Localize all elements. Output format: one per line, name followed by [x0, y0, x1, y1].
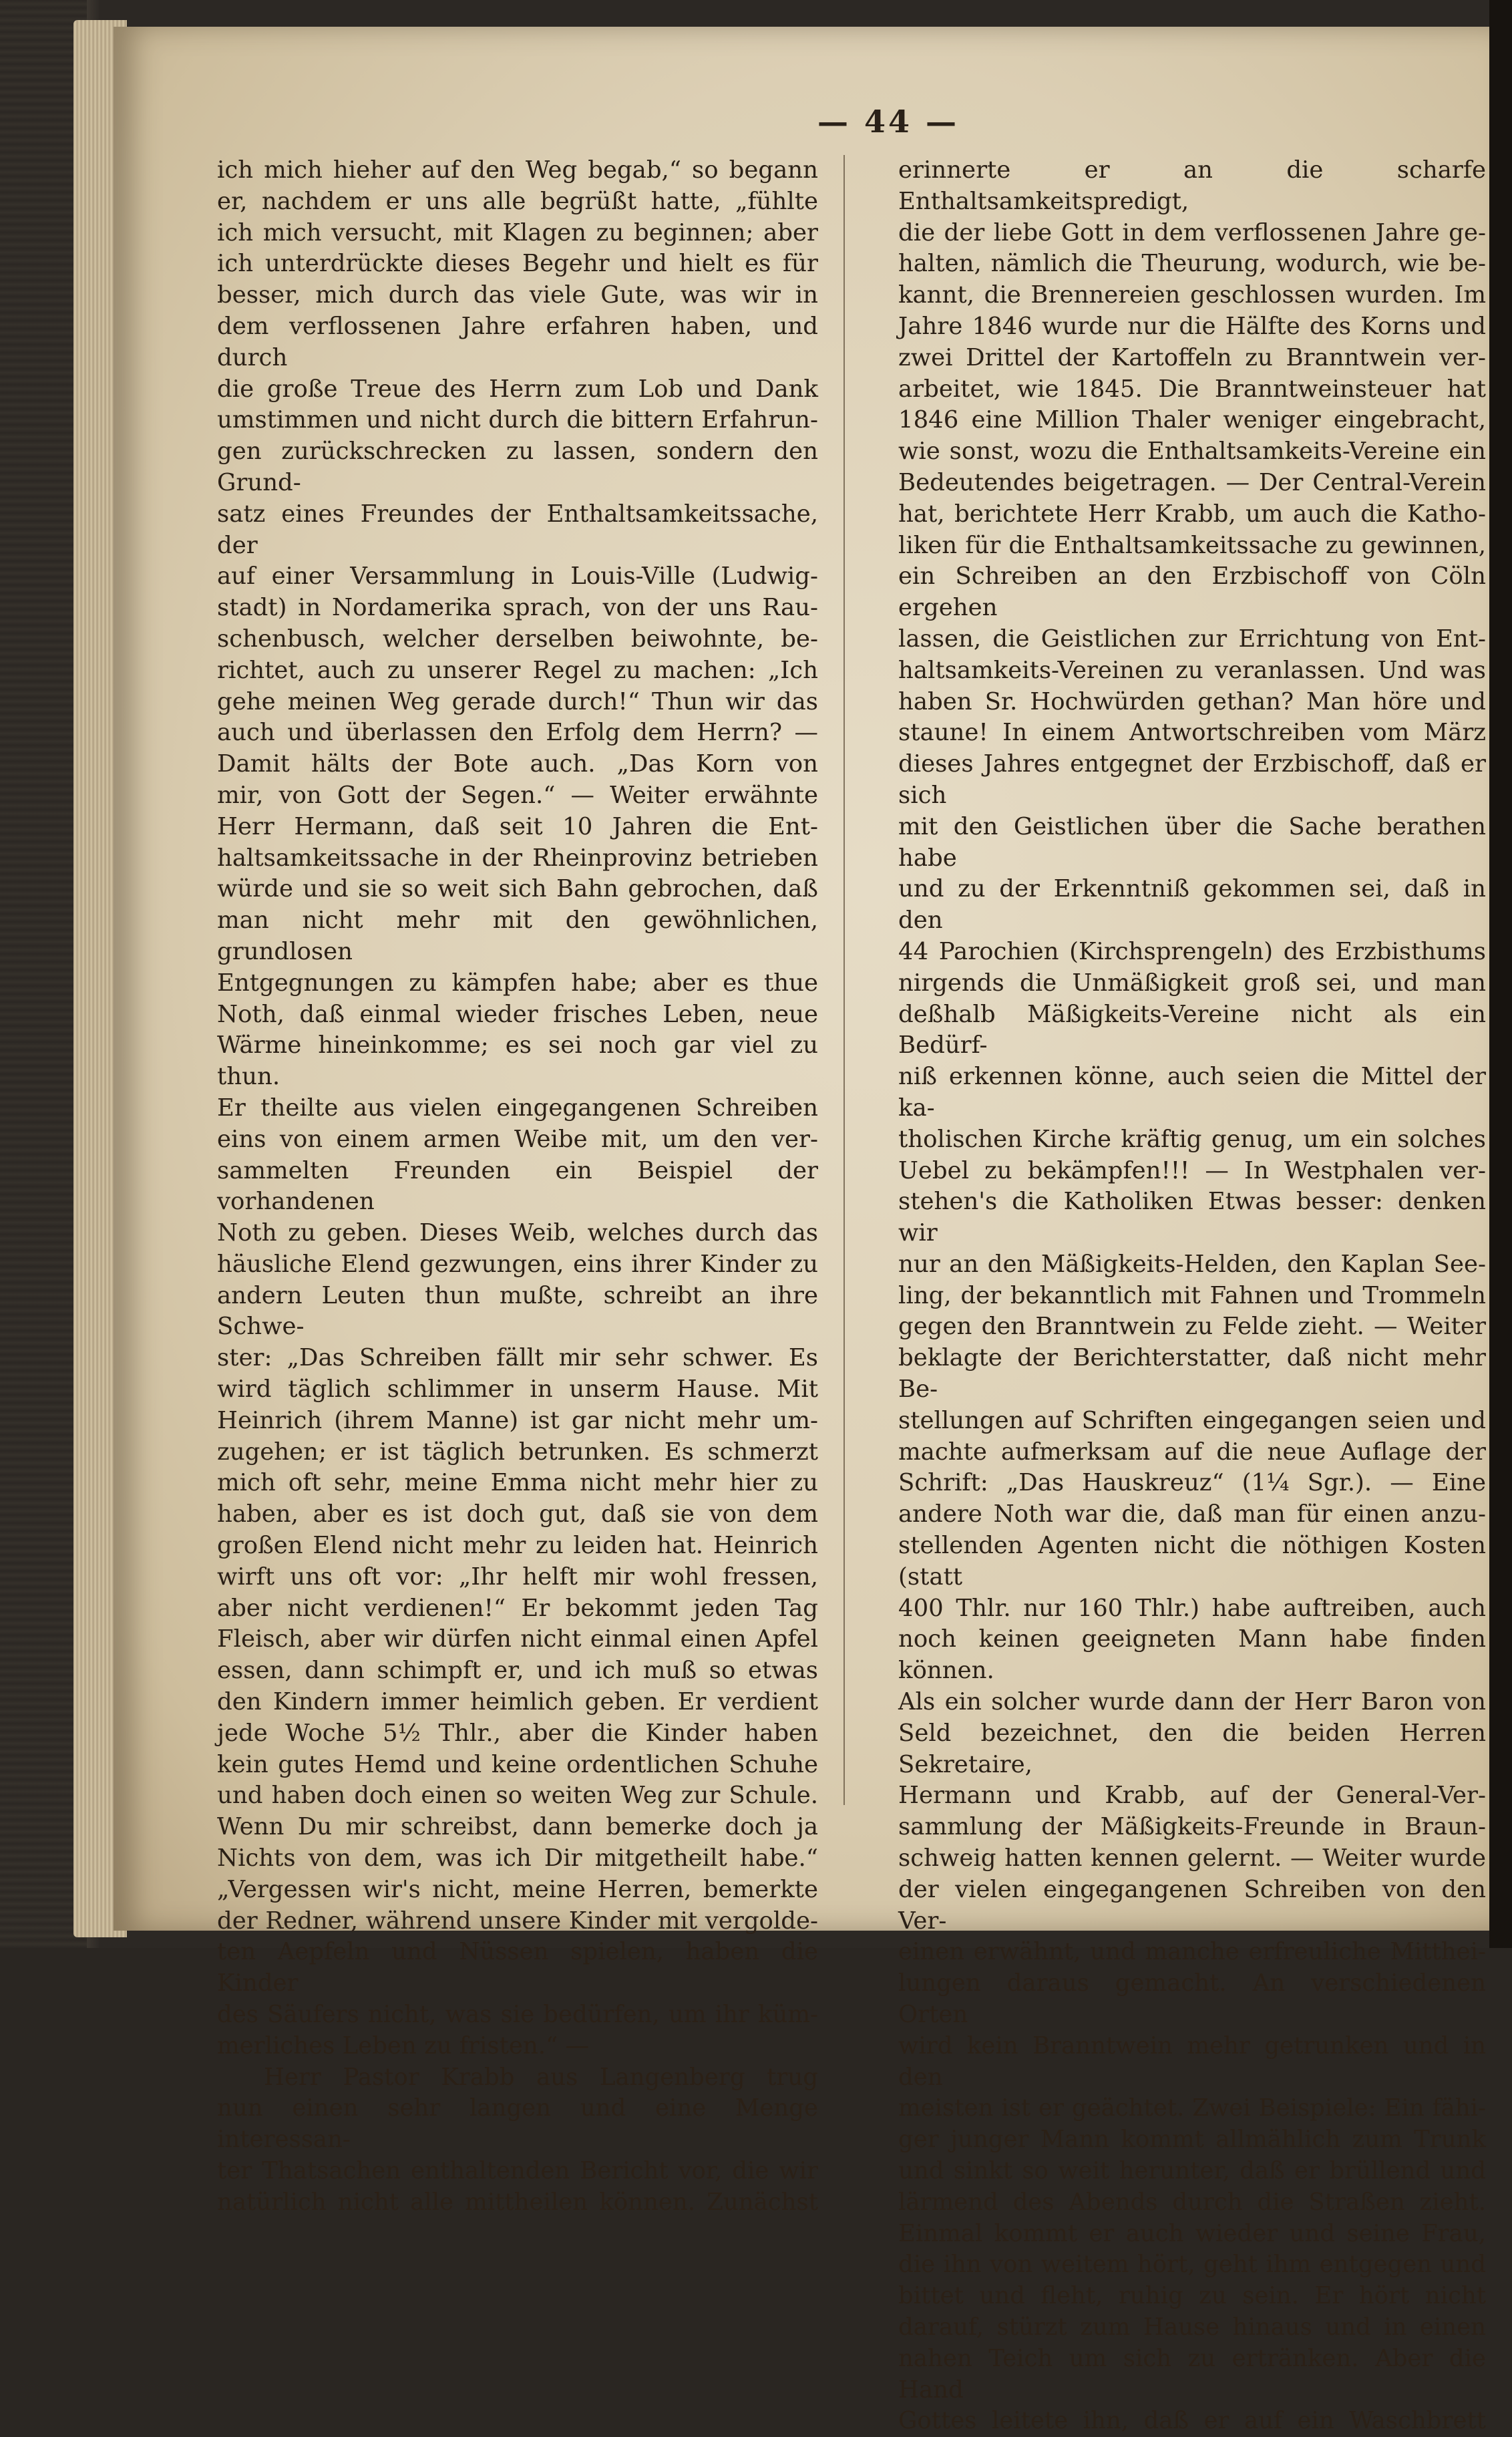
text-line: noch keinen geeigneten Mann habe finden können.: [898, 1625, 1486, 1685]
text-line: Herr Hermann, daß seit 10 Jahren die Ent-: [217, 812, 818, 840]
text-line: würde und sie so weit sich Bahn gebrochen, daß: [217, 875, 818, 903]
text-line: liken für die Enthaltsamkeitssache zu gewinnen,: [898, 531, 1486, 559]
text-line: essen, dann schimpft er, und ich muß so etwas: [217, 1657, 818, 1685]
text-line: stellungen auf Schriften eingegangen seien und: [898, 1406, 1486, 1434]
text-line: zwei Drittel der Kartoffeln zu Branntwein ver-: [898, 343, 1486, 371]
text-line: natürlich nicht alle mittheilen können. Zunächst: [217, 2188, 818, 2216]
text-line: mich oft sehr, meine Emma nicht mehr hier zu: [217, 1469, 818, 1497]
text-line: Noth, daß einmal wieder frisches Leben, neue: [217, 1000, 818, 1028]
left-text-column: [217, 155, 818, 2219]
text-line: lärmend des Abends durch die Straßen zieht.: [898, 2188, 1486, 2216]
text-line: er, nachdem er uns alle begrüßt hatte, „fühlte: [217, 187, 818, 215]
text-line: und sinkt so weit herunter, daß er brüllend und: [898, 2157, 1486, 2184]
text-line: kein gutes Hemd und keine ordentlichen Schuhe: [217, 1750, 818, 1778]
text-line: zugehen; er ist täglich betrunken. Es schmerzt: [217, 1438, 818, 1466]
text-line: beklagte der Berichterstatter, daß nicht mehr Be-: [898, 1344, 1486, 1404]
text-line: Damit hälts der Bote auch. „Das Korn von: [217, 750, 818, 778]
text-line: Bedeutendes beigetragen. — Der Central-Verein: [898, 468, 1486, 496]
text-line: auf einer Versammlung in Louis-Ville (Ludwig-: [217, 562, 818, 591]
text-line: stehen's die Katholiken Etwas besser: denken wir: [898, 1188, 1486, 1247]
text-line: 400 Thlr. nur 160 Thlr.) habe auftreiben, auch: [898, 1594, 1486, 1622]
text-line: ich mich hieher auf den Weg begab,“ so begann: [217, 156, 818, 184]
text-line: die große Treue des Herrn zum Lob und Dank: [217, 375, 818, 403]
column-divider: [843, 155, 845, 1805]
text-line: schweig hatten kennen gelernt. — Weiter wurde: [898, 1844, 1486, 1873]
text-line: Uebel zu bekämpfen!!! — In Westphalen ver-: [898, 1156, 1486, 1184]
text-line: dem verflossenen Jahre erfahren haben, und durch: [217, 312, 818, 371]
text-line: schenbusch, welcher derselben beiwohnte, be-: [217, 625, 818, 653]
text-line: haltsamkeitssache in der Rheinprovinz betrieben: [217, 844, 818, 872]
text-line: gegen den Branntwein zu Felde zieht. — Weiter: [898, 1313, 1486, 1341]
text-line: einen erwähnt, und manche erfreuliche Mitthei-: [898, 1938, 1486, 1966]
text-line: ger junger Mann kommt allmählich zum Trunk: [898, 2126, 1486, 2154]
text-line: des Säufers nicht, was sie bedürfen, um ihr küm-: [217, 2001, 818, 2029]
text-line: eins von einem armen Weibe mit, um den ver-: [217, 1125, 818, 1153]
text-line: häusliche Elend gezwungen, eins ihrer Kinder zu: [217, 1250, 818, 1278]
text-line: nur an den Mäßigkeits-Helden, den Kaplan See-: [898, 1250, 1486, 1278]
text-line: jede Woche 5½ Thlr., aber die Kinder haben: [217, 1719, 818, 1747]
text-line: wird kein Branntwein mehr getrunken und in den: [898, 2032, 1486, 2091]
text-line: wirft uns oft vor: „Ihr helft mir wohl fressen,: [217, 1563, 818, 1591]
text-line: ster: „Das Schreiben fällt mir sehr schwer. Es: [217, 1344, 818, 1372]
page-number: — 44 —: [817, 104, 960, 140]
text-line: tholischen Kirche kräftig genug, um ein solches: [898, 1125, 1486, 1153]
text-line: Nichts von dem, was ich Dir mitgetheilt habe.“: [217, 1844, 818, 1873]
text-line: auch und überlassen den Erfolg dem Herrn? —: [217, 719, 818, 747]
text-line: ling, der bekanntlich mit Fahnen und Trommeln: [898, 1281, 1486, 1309]
text-line: Hermann und Krabb, auf der General-Ver-: [898, 1782, 1486, 1810]
text-line: der Redner, während unsere Kinder mit vergolde-: [217, 1907, 818, 1935]
text-line: sammlung der Mäßigkeits-Freunde in Braun-: [898, 1813, 1486, 1841]
text-line: lassen, die Geistlichen zur Errichtung von Ent-: [898, 625, 1486, 653]
text-line: bittet und fleht, ruhig zu sein. Er hört nicht: [898, 2282, 1486, 2310]
text-line: Einmal kommt er auch wieder und seine Frau,: [898, 2219, 1486, 2247]
text-line: nun einen sehr langen und eine Menge interessan-: [217, 2094, 818, 2154]
text-line: mit den Geistlichen über die Sache berathen habe: [898, 812, 1486, 872]
text-line: Seld bezeichnet, den die beiden Herren Sekretaire,: [898, 1719, 1486, 1778]
text-line: darauf, stürzt zum Hause hinaus und in einen: [898, 2313, 1486, 2341]
text-line: ich mich versucht, mit Klagen zu beginnen; aber: [217, 218, 818, 247]
text-line: ter Thatsachen enthaltenden Bericht vor, die wir: [217, 2157, 818, 2184]
text-line: lungen daraus gemacht. An verschiedenen Orten: [898, 1969, 1486, 2029]
text-line: man nicht mehr mit den gewöhnlichen, grundlosen: [217, 907, 818, 965]
text-line: halten, nämlich die Theurung, wodurch, wie be-: [898, 250, 1486, 278]
text-line: haben, aber es ist doch gut, daß sie von dem: [217, 1500, 818, 1528]
text-line: merliches Leben zu fristen.“ —: [217, 2032, 589, 2060]
text-line: gen zurückschrecken zu lassen, sondern den Grund-: [217, 438, 818, 496]
text-line: Er theilte aus vielen eingegangenen Schreiben: [217, 1094, 818, 1122]
text-line: niß erkennen könne, auch seien die Mittel der ka-: [898, 1063, 1486, 1122]
text-line: Heinrich (ihrem Manne) ist gar nicht mehr um-: [217, 1406, 818, 1434]
text-line: hat, berichtete Herr Krabb, um auch die Katho-: [898, 500, 1486, 528]
text-line: die ihn von weitem hört, geht ihm entgegen und: [898, 2251, 1486, 2279]
text-line: ein Schreiben an den Erzbischoff von Cöln ergehen: [898, 562, 1486, 622]
text-line: der vielen eingegangenen Schreiben von den Ver-: [898, 1875, 1486, 1935]
text-line: haltsamkeits-Vereinen zu veranlassen. Und was: [898, 656, 1486, 684]
text-line: machte aufmerksam auf die neue Auflage der: [898, 1438, 1486, 1466]
text-line: Als ein solcher wurde dann der Herr Baron von: [898, 1688, 1486, 1716]
text-line: Herr Pastor Krabb aus Langenberg trug: [264, 2063, 818, 2091]
facing-page-edge: [1489, 0, 1512, 1948]
text-line: Fleisch, aber wir dürfen nicht einmal einen Apfel: [217, 1625, 818, 1653]
text-line: meisten ist er geächtet. Zwei Beispiele: Ein fähi-: [898, 2094, 1486, 2122]
text-line: großen Elend nicht mehr zu leiden hat. Heinrich: [217, 1532, 818, 1560]
text-line: satz eines Freundes der Enthaltsamkeitssache, der: [217, 500, 818, 559]
text-line: Wärme hineinkomme; es sei noch gar viel zu thun.: [217, 1031, 818, 1091]
text-line: andern Leuten thun mußte, schreibt an ihre Schwe-: [217, 1281, 818, 1341]
text-line: besser, mich durch das viele Gute, was wir in: [217, 281, 818, 309]
text-line: die der liebe Gott in dem verflossenen Jahre ge-: [898, 218, 1486, 247]
text-line: ich unterdrückte dieses Begehr und hielt es für: [217, 250, 818, 278]
text-line: Wenn Du mir schreibst, dann bemerke doch ja: [217, 1813, 818, 1841]
text-line: richtet, auch zu unserer Regel zu machen: „Ich: [217, 656, 818, 684]
text-line: aber nicht verdienen!“ Er bekommt jeden Tag: [217, 1594, 818, 1622]
text-line: Jahre 1846 wurde nur die Hälfte des Korns und: [898, 312, 1486, 340]
text-line: „Vergessen wir's nicht, meine Herren, bemerkte: [217, 1875, 818, 1903]
text-line: und zu der Erkenntniß gekommen sei, daß in den: [898, 875, 1486, 935]
text-line: ten Aepfeln und Nüssen spielen, haben die Kinder: [217, 1938, 818, 1997]
text-line: mir, von Gott der Segen.“ — Weiter erwähnte: [217, 781, 818, 809]
text-line: 44 Parochien (Kirchsprengeln) des Erzbisthums: [898, 937, 1486, 965]
text-line: deßhalb Mäßigkeits-Vereine nicht als ein Bedürf-: [898, 1000, 1486, 1060]
text-line: Noth zu geben. Dieses Weib, welches durch das: [217, 1219, 818, 1247]
text-line: umstimmen und nicht durch die bittern Erfahrun-: [217, 406, 818, 434]
text-line: nahen Teich um sich zu ertränken. Aber die Hand: [898, 2344, 1486, 2404]
text-line: Schrift: „Das Hauskreuz“ (1¼ Sgr.). — Eine: [898, 1469, 1486, 1497]
text-line: 1846 eine Million Thaler weniger eingebracht,: [898, 406, 1486, 434]
text-line: nirgends die Unmäßigkeit groß sei, und man: [898, 969, 1486, 997]
text-line: dieses Jahres entgegnet der Erzbischoff, daß er sich: [898, 750, 1486, 809]
text-line: arbeitet, wie 1845. Die Branntweinsteuer hat: [898, 375, 1486, 403]
text-line: wird täglich schlimmer in unserm Hause. Mit: [217, 1375, 818, 1404]
text-line: und haben doch einen so weiten Weg zur Schule.: [217, 1782, 818, 1810]
right-text-column: [898, 155, 1486, 2437]
text-line: stadt) in Nordamerika sprach, von der uns Rau-: [217, 594, 818, 622]
text-line: den Kindern immer heimlich geben. Er verdient: [217, 1688, 818, 1716]
text-line: haben Sr. Hochwürden gethan? Man höre und: [898, 687, 1486, 715]
text-line: stellenden Agenten nicht die nöthigen Kosten (statt: [898, 1532, 1486, 1591]
text-line: erinnerte er an die scharfe Enthaltsamkeitspredigt,: [898, 156, 1486, 215]
text-line: sammelten Freunden ein Beispiel der vorhandenen: [217, 1156, 818, 1216]
text-line: Gottes leitete ihn, daß er auf ein Waschbrett: [898, 2407, 1486, 2435]
text-line: gehe meinen Weg gerade durch!“ Thun wir das: [217, 687, 818, 715]
text-line: kannt, die Brennereien geschlossen wurden. Im: [898, 281, 1486, 309]
text-line: Entgegnungen zu kämpfen habe; aber es thue: [217, 969, 818, 997]
text-line: staune! In einem Antwortschreiben vom März: [898, 719, 1486, 747]
text-line: andere Noth war die, daß man für einen anzu-: [898, 1500, 1486, 1528]
text-line: wie sonst, wozu die Enthaltsamkeits-Vereine ein: [898, 438, 1486, 466]
